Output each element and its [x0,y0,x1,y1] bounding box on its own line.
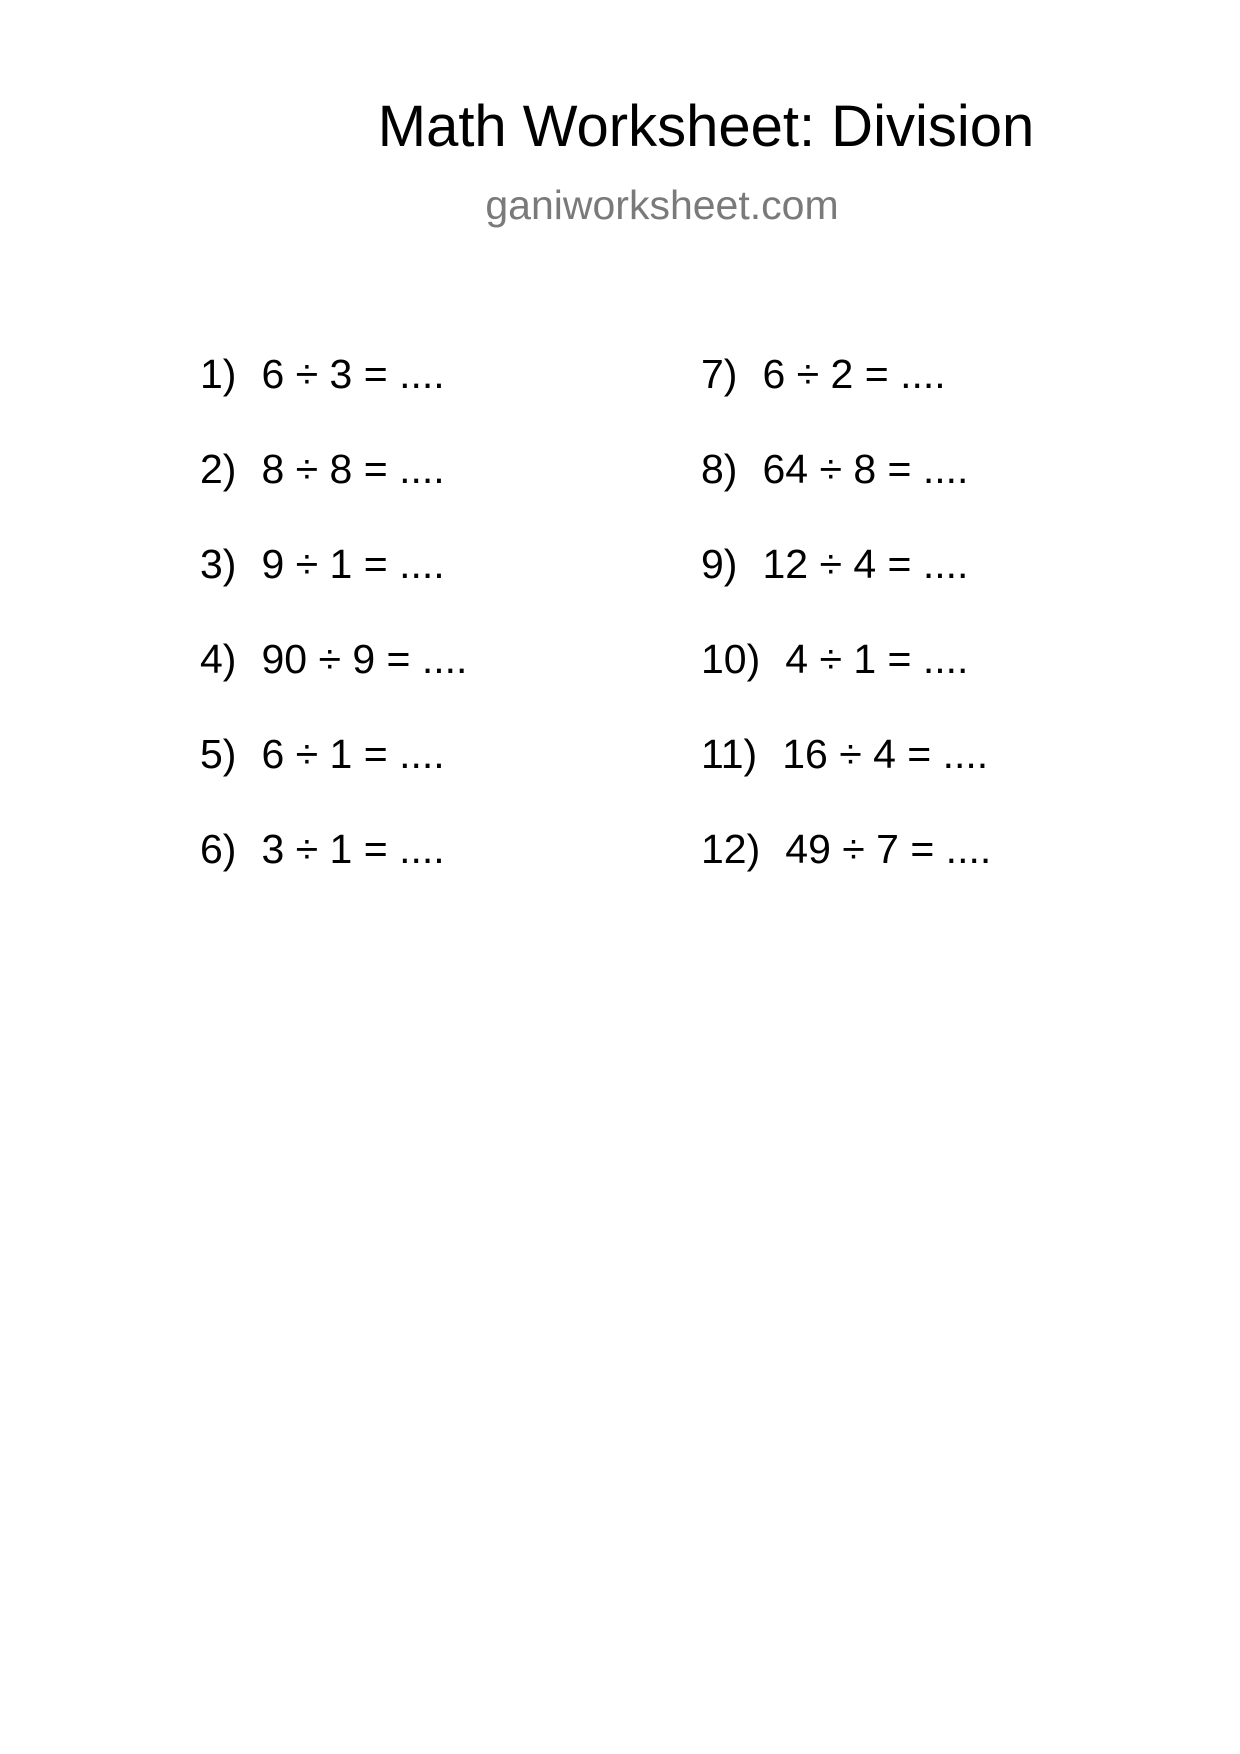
problem-number: 11) [701,731,758,777]
problem-expression: 6 ÷ 2 = .... [762,351,946,397]
problem-column-right [701,351,992,924]
problem-number: 4) [200,636,237,682]
problem-item [200,826,467,924]
problem-item [701,541,991,639]
problem-expression: 90 ÷ 9 = .... [261,636,468,682]
problem-number: 1) [200,351,237,397]
problem-number: 12) [701,826,761,872]
problem-item [200,541,467,639]
problem-expression: 9 ÷ 1 = .... [261,541,445,587]
problem-number: 3) [200,541,237,587]
problem-expression: 49 ÷ 7 = .... [785,826,992,872]
problem-item [701,446,991,544]
problem-expression: 4 ÷ 1 = .... [785,636,969,682]
problem-item [701,731,991,829]
problem-expression: 8 ÷ 8 = .... [261,446,445,492]
problem-number: 9) [701,541,738,587]
problem-item [200,446,467,544]
problem-item [701,826,992,924]
problem-number: 8) [701,446,738,492]
problem-number: 10) [701,636,761,682]
problem-expression: 16 ÷ 4 = .... [782,731,989,777]
problem-item [200,636,468,734]
worksheet-title: Math Worksheet: Division [377,94,1035,159]
problem-expression: 6 ÷ 1 = .... [261,731,445,777]
problem-item [200,731,467,829]
problem-expression: 12 ÷ 4 = .... [762,541,969,587]
source-website: ganiworksheet.com [485,182,839,228]
problem-expression: 64 ÷ 8 = .... [762,446,969,492]
problem-number: 5) [200,731,237,777]
problem-expression: 6 ÷ 3 = .... [261,351,445,397]
problem-column-left [200,351,468,924]
problem-item [701,636,991,734]
problem-expression: 3 ÷ 1 = .... [261,826,445,872]
problem-item [200,351,467,449]
problem-number: 2) [200,446,237,492]
problem-number: 7) [701,351,738,397]
problem-number: 6) [200,826,237,872]
problem-item [701,351,991,449]
